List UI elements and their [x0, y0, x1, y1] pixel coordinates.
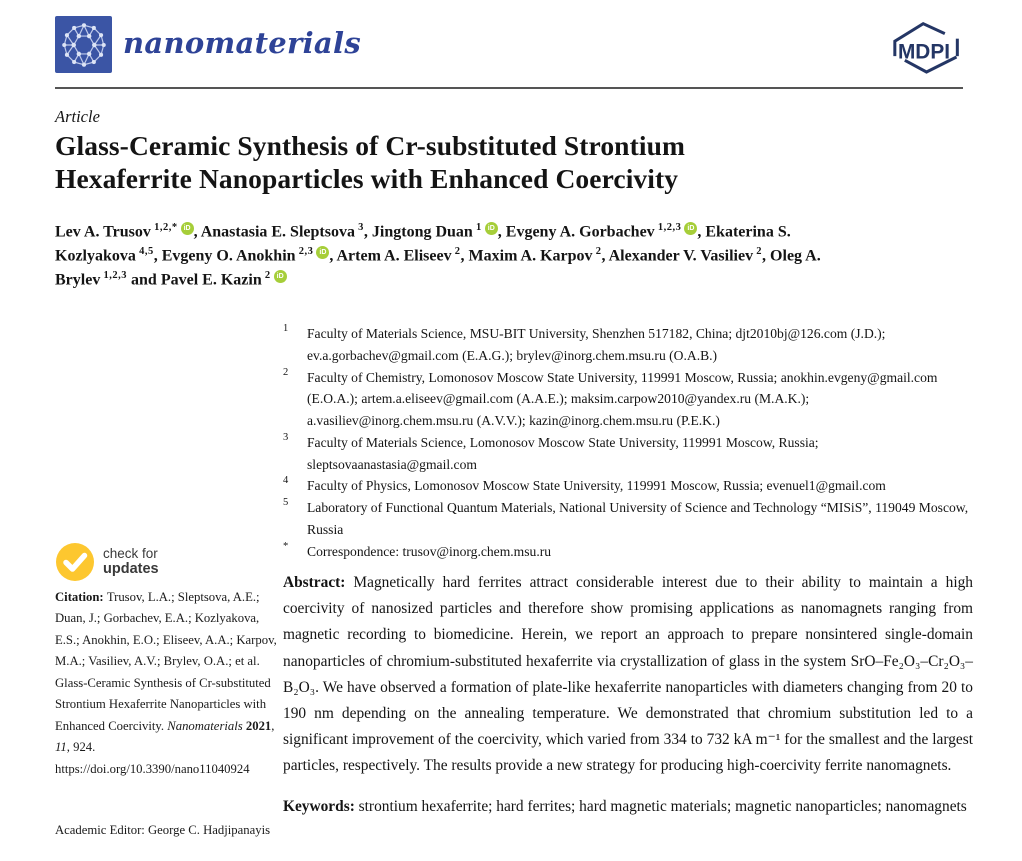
author-list	[55, 220, 847, 293]
author-superscript: 4,5	[139, 246, 154, 258]
check-badge-line1: check for	[103, 546, 158, 562]
journal-logo[interactable]	[55, 16, 112, 73]
author-superscript: 2,3	[298, 246, 314, 258]
author-separator: ,	[460, 247, 469, 265]
author-name: Maxim A. Karpov	[468, 247, 593, 265]
affiliation-text: Faculty of Materials Science, MSU-BIT University, Shenzhen 517182, China; djt2010bj@126.com (J.D.); ev.a.gorbachev@gmail.com (E.A.G.); brylev@inorg.chem.msu.ru (O.A.B.)	[307, 326, 886, 363]
affiliation-marker: 5	[283, 497, 289, 508]
author-separator: and	[127, 271, 161, 289]
author-superscript: 1,2,*	[154, 222, 178, 233]
citation-pages: , 924.	[66, 740, 96, 755]
affiliation-item	[283, 432, 977, 476]
author-superscript: 2	[264, 270, 271, 282]
abstract-section	[283, 570, 973, 780]
author-superscript: 1	[476, 222, 482, 233]
citation-doi-link[interactable]: https://doi.org/10.3390/nano11040924	[55, 761, 250, 776]
citation-label: Citation:	[55, 590, 107, 604]
check-badge-line2: updates	[103, 561, 159, 578]
journal-name[interactable]: nanomaterials	[123, 26, 361, 60]
orcid-icon[interactable]: iD	[684, 222, 697, 235]
affiliation-marker: *	[283, 540, 289, 552]
author-separator: ,	[697, 223, 706, 241]
author-superscript: 1,2,3	[657, 222, 682, 233]
author-name: Evgeny A. Gorbachev	[505, 223, 655, 241]
citation-volume: 11	[55, 740, 67, 755]
affiliation-text: Laboratory of Functional Quantum Materials, National University of Science and Technology “MISiS”, 119049 Moscow, Russia	[307, 500, 969, 537]
citation-sep: ,	[271, 718, 275, 733]
orcid-icon[interactable]: iD	[316, 246, 329, 259]
citation-year: 2021	[245, 718, 272, 733]
article-type-label: Article	[55, 107, 100, 126]
affiliation-text: Faculty of Materials Science, Lomonosov Moscow State University, 119991 Moscow, Russia; sleptsovaanastasia@gmail.com	[307, 434, 819, 472]
author-name: Anastasia E. Sleptsova	[200, 223, 355, 241]
academic-editor: Academic Editor: George C. Hadjipanayis	[55, 823, 271, 837]
author-name: Evgeny O. Anokhin	[161, 247, 296, 265]
author-name: Pavel E. Kazin	[160, 271, 262, 289]
author-name: Oleg A. Brylev	[55, 247, 821, 289]
mdpi-wordmark: MDPI	[897, 40, 951, 64]
author-separator: ,	[601, 247, 609, 265]
abstract-label: Abstract:	[283, 574, 354, 591]
affiliation-marker: 1	[283, 323, 289, 334]
author-separator: ,	[363, 223, 372, 241]
affiliation-item	[283, 367, 977, 432]
affiliation-item	[283, 323, 977, 367]
abstract-text: Magnetically hard ferrites attract considerable interest due to their ability to maintain a high coercivity of nanosized particles and therefore show promising applications as nanomagnets ranging from magnetic recording to biomedicine. Herein, we report an approach to prepare nonsintered single-domain nanoparticles of chromium-substituted hexaferrite via crystallization of glass in the system SrO–Fe₂O₃–Cr₂O₃–B₂O₃. We have observed a formation of plate-like hexaferrite nanoparticles with diameters changing from 20 to 190 nm depending on the annealing temperature. We demonstrated that chromium substitution led to a significant improvement of the coercivity, which varied from 334 to 732 kA m⁻¹ for the smallest and the largest particles, respectively. The results provide a new strategy for producing high-coercivity ferrite nanomagnets.	[283, 574, 974, 775]
author-name: Alexander V. Vasiliev	[608, 247, 754, 265]
citation-block	[55, 587, 279, 780]
affiliation-item	[283, 541, 977, 563]
affiliation-item	[283, 497, 977, 541]
affiliations-list	[283, 323, 977, 562]
author-superscript: 2	[756, 246, 763, 258]
affiliation-marker: 3	[283, 431, 289, 443]
mdpi-logo[interactable]	[884, 18, 964, 76]
header-divider	[55, 87, 963, 89]
check-badge-text	[103, 546, 159, 577]
keywords-section	[283, 794, 973, 820]
author-superscript: 2	[595, 246, 602, 258]
author-superscript: 2	[454, 246, 461, 258]
author-separator: ,	[497, 223, 506, 241]
author-separator: ,	[329, 247, 337, 265]
check-icon	[55, 542, 95, 582]
author-name: Artem A. Eliseev	[336, 247, 452, 265]
affiliation-text: Correspondence: trusov@inorg.chem.msu.ru	[307, 543, 552, 559]
keywords-label: Keywords:	[283, 798, 359, 815]
keywords-text: strontium hexaferrite; hard ferrites; hard magnetic materials; magnetic nanoparticles; nanomagnets	[358, 798, 967, 815]
author-superscript: 1,2,3	[103, 270, 128, 282]
affiliation-text: Faculty of Physics, Lomonosov Moscow State University, 119991 Moscow, Russia; evenuel1@gmail.com	[307, 478, 886, 494]
author-separator: ,	[153, 247, 162, 265]
affiliation-marker: 2	[283, 366, 289, 378]
orcid-icon[interactable]: iD	[485, 222, 498, 235]
author-name: Jingtong Duan	[371, 223, 473, 241]
check-for-updates-badge[interactable]	[55, 542, 159, 582]
fullerene-icon	[60, 21, 108, 69]
page-title: Glass-Ceramic Synthesis of Cr-substituted Strontium Hexaferrite Nanoparticles with Enhanced Coercivity	[55, 130, 685, 194]
author-superscript: 3	[358, 222, 364, 233]
author-name: Ekaterina S. Kozlyakova	[55, 223, 791, 265]
affiliation-item	[283, 475, 977, 497]
author-separator: ,	[193, 223, 201, 241]
orcid-icon[interactable]: iD	[181, 222, 194, 235]
author-separator: ,	[762, 247, 771, 265]
citation-journal: Nanomaterials	[167, 718, 246, 733]
affiliation-marker: 4	[283, 475, 289, 487]
citation-body: Trusov, L.A.; Sleptsova, A.E.; Duan, J.; Gorbachev, E.A.; Kozlyakova, E.S.; Anokhin, E.O.; Eliseev, A.A.; Karpov, M.A.; Vasiliev, A.V.; Brylev, O.A.; et al. Glass-Ceramic Synthesis of Cr-substituted Strontium Hexaferrite Nanoparticles with Enhanced Coercivity.	[55, 590, 277, 733]
affiliation-text: Faculty of Chemistry, Lomonosov Moscow State University, 119991 Moscow, Russia; anokhin.evgeny@gmail.com (E.O.A.); artem.a.eliseev@gmail.com (A.A.E.); maksim.carpow2010@yandex.ru (M.A.K.); a.vasiliev@inorg.chem.msu.ru (A.V.V.); kazin@inorg.chem.msu.ru (P.E.K.)	[307, 369, 938, 428]
orcid-icon[interactable]: iD	[274, 270, 287, 283]
author-name: Lev A. Trusov	[55, 223, 151, 241]
